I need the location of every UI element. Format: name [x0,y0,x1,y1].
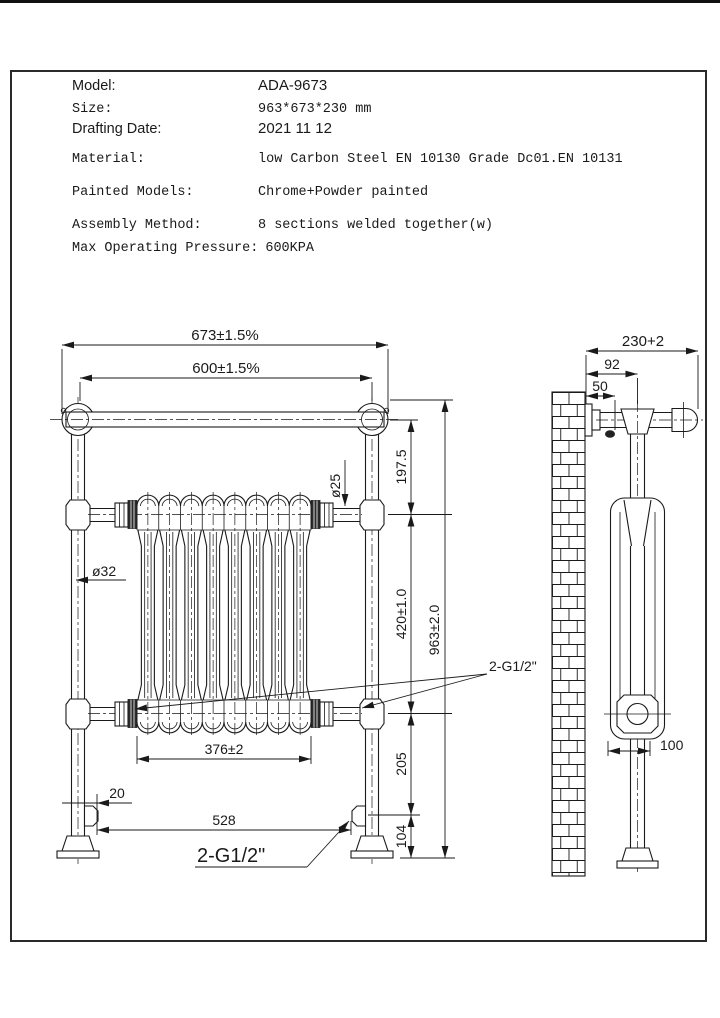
label-side-connections: 2-G1/2" [489,658,537,674]
brick-wall [552,392,585,876]
row-label: Drafting Date: [72,121,162,137]
dim-overall-width: 673±1.5% [191,327,259,344]
dim-valve-to-floor: 104 [393,824,409,849]
left-foot [57,836,99,858]
pipe-tee-joints [66,500,384,729]
row-value: low Carbon Steel EN 10130 Grade Dc01.EN 10131 [258,152,623,167]
row-value: 2021 11 12 [258,120,332,137]
dim-center-width: 600±1.5% [192,360,260,377]
bracket-screw-icon [605,430,615,438]
row-value: 8 sections welded together(w) [258,218,493,233]
row-value: Chrome+Powder painted [258,185,429,200]
radiator-connectors [88,501,362,728]
dim-radiator-width: 376±2 [204,741,244,757]
row-value: 963*673*230 mm [258,102,372,117]
dim-valve-span: 528 [212,812,236,828]
radiator-front [137,492,311,738]
dim-wall-to-pipe: 92 [604,356,620,372]
row-label: Model: [72,78,116,94]
radiator-side-profile [604,498,671,739]
right-foot [351,836,393,858]
front-view [50,327,537,867]
row-label: Size: [72,102,113,117]
side-foot [617,848,658,868]
row-label: Max Operating Pressure: [72,241,259,256]
row-label: Assembly Method: [72,218,202,233]
wall-bracket [585,404,615,438]
side-view [552,333,703,876]
dim-bar-to-connector: 197.5 [393,449,409,485]
dim-section-depth: 100 [660,737,684,753]
left-pipe [72,397,85,864]
label-bottom-connections: 2-G1/2" [197,845,266,867]
row-label: Painted Models: [72,185,194,200]
dim-bar-diameter: ø25 [327,473,343,498]
dim-valve-offset: 20 [109,785,125,801]
row-label: Material: [72,152,145,167]
towel-bar [50,404,398,436]
dim-depth-overall: 230+2 [621,333,665,350]
row-value: 600KPA [265,241,314,256]
front-dimensions [62,327,537,867]
dim-connector-to-valve: 205 [393,752,409,776]
right-pipe [366,397,379,864]
dim-total-height: 963±2.0 [426,604,442,656]
dim-radiator-height: 420±1.0 [393,588,409,640]
dim-wall-to-bracket: 50 [592,378,608,394]
row-value: ADA-9673 [258,77,328,94]
dim-pipe-diameter: ø32 [92,563,117,579]
